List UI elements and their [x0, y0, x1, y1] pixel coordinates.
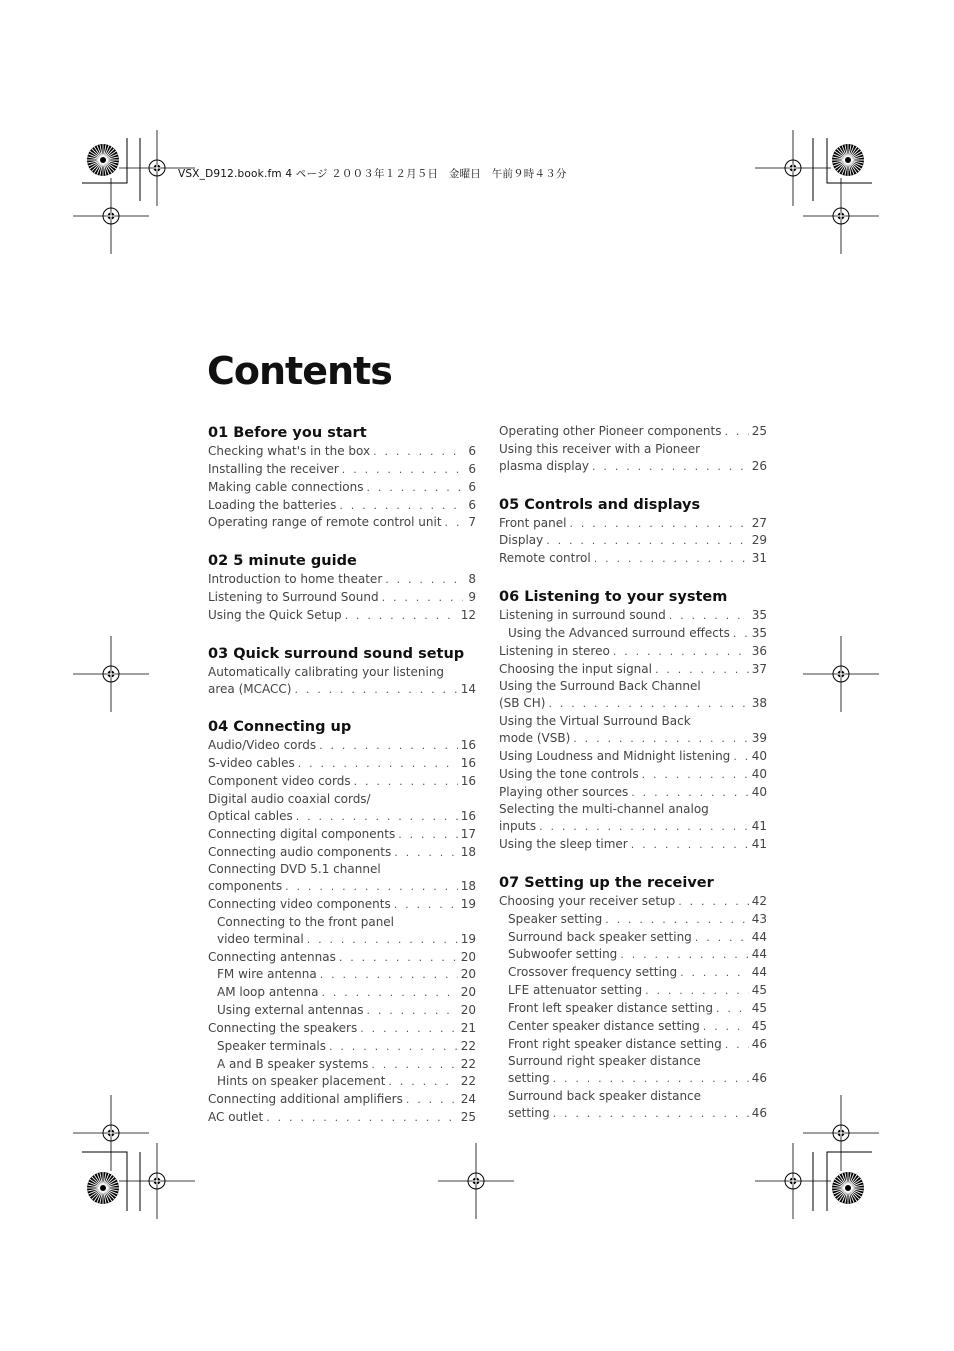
- toc-entry-text: Display: [499, 533, 544, 548]
- toc-page-number: 6: [468, 461, 476, 476]
- toc-entry-text: Connecting to the front panel: [217, 914, 395, 929]
- toc-entry-text: Front right speaker distance setting: [508, 1036, 722, 1051]
- toc-page-number: 6: [468, 497, 476, 512]
- toc-entry[interactable]: [208, 1020, 476, 1038]
- toc-entry[interactable]: [499, 929, 767, 947]
- dot-leader: [371, 1057, 457, 1074]
- toc-entry[interactable]: [208, 966, 476, 984]
- toc-entry-text: Listening to Surround Sound: [208, 590, 379, 605]
- dot-leader: [339, 950, 458, 967]
- toc-page-number: 38: [751, 696, 767, 711]
- toc-entry[interactable]: [208, 479, 476, 497]
- toc-entry[interactable]: [499, 1088, 767, 1123]
- toc-entry[interactable]: [208, 589, 476, 607]
- toc-page-number: 41: [751, 819, 767, 834]
- toc-page-number: 7: [468, 515, 476, 530]
- toc-page-number: 24: [460, 1092, 476, 1107]
- toc-entry-text: Connecting digital components: [208, 826, 396, 841]
- toc-entry[interactable]: [499, 893, 767, 911]
- dot-leader: [307, 932, 458, 949]
- toc-entry-text: AC outlet: [208, 1110, 264, 1125]
- dot-leader: [321, 985, 457, 1002]
- toc-page-number: 37: [751, 661, 767, 676]
- toc-entry[interactable]: [499, 550, 767, 568]
- page-title: Contents: [207, 349, 392, 393]
- dot-leader: [678, 894, 748, 911]
- section-title: 07 Setting up the receiver: [499, 874, 714, 891]
- toc-page-number: 25: [460, 1110, 476, 1125]
- dot-leader: [266, 1110, 457, 1127]
- dot-leader: [605, 912, 748, 929]
- toc-entry[interactable]: [499, 661, 767, 679]
- toc-entry[interactable]: [499, 982, 767, 1000]
- section-title: 04 Connecting up: [208, 719, 352, 736]
- dot-leader: [620, 947, 748, 964]
- toc-entry-text: Surround right speaker distance: [508, 1054, 701, 1069]
- toc-page-number: 45: [751, 1018, 767, 1033]
- toc-page-number: 25: [751, 424, 767, 438]
- toc-section: [208, 551, 476, 625]
- toc-entry-text: Center speaker distance setting: [508, 1018, 700, 1033]
- toc-entry[interactable]: [208, 737, 476, 755]
- dot-leader: [733, 749, 748, 766]
- toc-entry-text: Installing the receiver: [208, 461, 339, 476]
- toc-page-number: 6: [468, 479, 476, 494]
- toc-entry-text: Using Loudness and Midnight listening: [499, 748, 731, 763]
- toc-page-number: 45: [751, 1000, 767, 1015]
- toc-entry[interactable]: [208, 1091, 476, 1109]
- dot-leader: [546, 533, 748, 550]
- dot-leader: [339, 498, 463, 515]
- dot-leader: [725, 1037, 749, 1054]
- dot-leader: [342, 462, 463, 479]
- toc-entry-text: Speaker terminals: [217, 1038, 327, 1053]
- toc-page-number: 41: [751, 837, 767, 852]
- toc-entry-text: FM wire antenna: [217, 967, 317, 982]
- toc-entry[interactable]: [208, 1038, 476, 1056]
- toc-section: [499, 423, 767, 476]
- toc-entry-text: setting: [508, 1071, 550, 1086]
- toc-entry[interactable]: [208, 755, 476, 773]
- toc-entry-text: Speaker setting: [508, 911, 603, 926]
- dot-leader: [680, 965, 749, 982]
- dot-leader: [573, 731, 748, 748]
- toc-entry[interactable]: [499, 766, 767, 784]
- dot-leader: [695, 930, 749, 947]
- toc-entry-text: Front left speaker distance setting: [508, 1000, 713, 1015]
- toc-entry[interactable]: [208, 861, 476, 896]
- toc-entry[interactable]: [208, 791, 476, 826]
- dot-leader: [388, 1074, 457, 1091]
- toc-entry[interactable]: [499, 643, 767, 661]
- dot-leader: [553, 1106, 749, 1123]
- toc-entry[interactable]: [208, 914, 476, 949]
- toc-entry-text: Component video cords: [208, 774, 351, 789]
- toc-entry-text: Surround back speaker distance: [508, 1089, 702, 1104]
- toc-page-number: 46: [751, 1106, 767, 1120]
- dot-leader: [285, 879, 458, 896]
- toc-page-number: 17: [460, 826, 476, 841]
- toc-entry[interactable]: [499, 946, 767, 964]
- dot-leader: [725, 424, 749, 441]
- toc-entry-text: Digital audio coaxial cords/: [208, 791, 371, 806]
- toc-entry[interactable]: [499, 678, 767, 713]
- toc-entry[interactable]: [208, 1002, 476, 1020]
- dot-leader: [385, 572, 463, 589]
- section-title: 05 Controls and displays: [499, 496, 701, 513]
- toc-entry-text: (SB CH): [499, 696, 546, 711]
- toc-entry-text: Playing other sources: [499, 784, 629, 799]
- toc-entry[interactable]: [208, 443, 476, 461]
- toc-page-number: 22: [460, 1074, 476, 1089]
- dot-leader: [360, 1021, 458, 1038]
- toc-entry[interactable]: [208, 664, 476, 699]
- dot-leader: [631, 785, 748, 802]
- toc-entry-text: Connecting additional amplifiers: [208, 1092, 403, 1107]
- dot-leader: [669, 608, 749, 625]
- toc-page-number: 35: [751, 625, 767, 640]
- section-title: 02 5 minute guide: [208, 553, 357, 570]
- toc-entry-text: components: [208, 879, 283, 894]
- toc-entry-text: Listening in stereo: [499, 643, 610, 658]
- toc-entry-text: Using the tone controls: [499, 766, 639, 781]
- toc-entry-text: Making cable connections: [208, 479, 364, 494]
- toc-entry[interactable]: [499, 1036, 767, 1054]
- toc-entry[interactable]: [208, 1073, 476, 1091]
- toc-section: [208, 644, 476, 699]
- toc-entry[interactable]: [499, 748, 767, 766]
- toc-entry[interactable]: [208, 984, 476, 1002]
- toc-page-number: 46: [751, 1071, 767, 1086]
- toc-page-number: 16: [460, 774, 476, 789]
- toc-page-number: 19: [460, 931, 476, 946]
- toc-page-number: 40: [751, 748, 767, 763]
- toc-page-number: 40: [751, 766, 767, 781]
- toc-entry-text: Audio/Video cords: [208, 738, 317, 753]
- dot-leader: [592, 459, 749, 476]
- dot-leader: [319, 738, 458, 755]
- toc-section: [499, 495, 767, 569]
- toc-page-number: 45: [751, 983, 767, 998]
- toc-entry-text: Operating other Pioneer components: [499, 424, 722, 438]
- toc-entry-text: Automatically calibrating your listening: [208, 664, 445, 679]
- toc-entry-text: Using the sleep timer: [499, 837, 628, 852]
- dot-leader: [445, 515, 463, 532]
- toc-entry-text: Operating range of remote control unit: [208, 515, 442, 530]
- toc-entry-text: Subwoofer setting: [508, 947, 618, 962]
- toc-entry-text: A and B speaker systems: [217, 1056, 369, 1071]
- toc-entry-text: Loading the batteries: [208, 497, 337, 512]
- toc-page-number: 22: [460, 1038, 476, 1053]
- toc-entry[interactable]: [208, 461, 476, 479]
- toc-entry-text: area (MCACC): [208, 681, 292, 696]
- toc-entry[interactable]: [499, 836, 767, 854]
- toc-entry-text: mode (VSB): [499, 730, 571, 745]
- dot-leader: [406, 1092, 458, 1109]
- toc-page-number: 20: [460, 967, 476, 982]
- toc-entry-text: Connecting video components: [208, 897, 391, 912]
- toc-entry[interactable]: [208, 844, 476, 862]
- dot-leader: [366, 1003, 457, 1020]
- dot-leader: [394, 897, 458, 914]
- toc-entry[interactable]: [499, 964, 767, 982]
- toc-entry[interactable]: [499, 1053, 767, 1088]
- toc-entry-text: Hints on speaker placement: [217, 1074, 386, 1089]
- toc-entry[interactable]: [499, 423, 767, 441]
- toc-page-number: 16: [460, 738, 476, 753]
- toc-entry-text: Remote control: [499, 551, 591, 566]
- toc-entry[interactable]: [499, 441, 767, 476]
- toc-entry-text: Connecting audio components: [208, 844, 392, 859]
- toc-page-number: 20: [460, 949, 476, 964]
- dot-leader: [594, 551, 749, 568]
- dot-leader: [645, 983, 749, 1000]
- toc-page-number: 9: [468, 590, 476, 605]
- toc-entry-text: plasma display: [499, 458, 590, 473]
- toc-entry[interactable]: [499, 607, 767, 625]
- dot-leader: [394, 845, 458, 862]
- dot-leader: [367, 480, 464, 497]
- dot-leader: [716, 1001, 749, 1018]
- dot-leader: [398, 827, 457, 844]
- toc-section: [208, 717, 476, 1127]
- dot-leader: [655, 662, 749, 679]
- dot-leader: [569, 516, 748, 533]
- toc-page-number: 18: [460, 844, 476, 859]
- toc-entry[interactable]: [499, 1018, 767, 1036]
- toc-page-number: 20: [460, 1003, 476, 1018]
- toc-page-number: 14: [460, 681, 476, 696]
- dot-leader: [539, 819, 749, 836]
- toc-entry[interactable]: [208, 1109, 476, 1127]
- section-title: 01 Before you start: [208, 425, 367, 441]
- toc-entry-text: Optical cables: [208, 808, 293, 823]
- toc-section: [499, 587, 767, 854]
- dot-leader: [294, 682, 457, 699]
- toc-page-number: 12: [460, 607, 476, 622]
- toc-entry-text: Connecting antennas: [208, 949, 336, 964]
- toc-page-number: 22: [460, 1056, 476, 1071]
- dot-leader: [298, 756, 458, 773]
- toc-entry-text: Using the Virtual Surround Back: [499, 714, 691, 729]
- toc-entry[interactable]: [208, 949, 476, 967]
- toc-entry-text: S-video cables: [208, 756, 295, 771]
- toc-entry-text: AM loop antenna: [217, 985, 319, 1000]
- toc-entry-text: Checking what's in the box: [208, 444, 371, 458]
- dot-leader: [296, 809, 458, 826]
- toc-entry-text: Using the Quick Setup: [208, 607, 342, 622]
- toc-page-number: 31: [751, 551, 767, 566]
- dot-leader: [320, 967, 458, 984]
- toc-page-number: 39: [751, 730, 767, 745]
- toc-entry-text: video terminal: [217, 931, 304, 946]
- toc-page-number: 16: [460, 756, 476, 771]
- print-info-header: VSX_D912.book.fm 4 ページ ２００３年１２月５日 金曜日 午前９時４３分: [178, 168, 567, 180]
- toc-page-number: 8: [468, 572, 476, 587]
- toc-entry[interactable]: [499, 801, 767, 836]
- toc-entry-text: Listening in surround sound: [499, 608, 666, 623]
- toc-entry-text: Using external antennas: [217, 1003, 364, 1018]
- toc-section: [499, 873, 767, 1123]
- toc-page-number: 18: [460, 879, 476, 894]
- toc-entry-text: Crossover frequency setting: [508, 965, 678, 980]
- toc-page-number: 44: [751, 947, 767, 962]
- toc-entry-text: Connecting DVD 5.1 channel: [208, 862, 381, 877]
- toc-page-number: 42: [751, 893, 767, 908]
- dot-leader: [373, 444, 463, 461]
- toc-page-number: 16: [460, 808, 476, 823]
- toc-page-number: 29: [751, 533, 767, 548]
- toc-entry[interactable]: [499, 1000, 767, 1018]
- toc-entry[interactable]: [499, 784, 767, 802]
- dot-leader: [733, 626, 749, 643]
- toc-page-number: 36: [751, 643, 767, 658]
- section-title: 03 Quick surround sound setup: [208, 645, 465, 662]
- section-title: 06 Listening to your system: [499, 589, 728, 606]
- toc-entry-text: LFE attenuator setting: [508, 983, 643, 998]
- toc-page-number: 35: [751, 608, 767, 623]
- toc-entry-text: Using this receiver with a Pioneer: [499, 441, 701, 456]
- toc-entry-text: Introduction to home theater: [208, 572, 383, 587]
- dot-leader: [382, 590, 463, 607]
- toc-column-right: [499, 423, 767, 1142]
- toc-entry-text: Choosing the input signal: [499, 661, 652, 676]
- toc-entry[interactable]: [499, 532, 767, 550]
- toc-entry[interactable]: [499, 515, 767, 533]
- toc-entry-text: Using the Advanced surround effects: [508, 625, 730, 640]
- toc-page-number: 6: [468, 444, 476, 458]
- dot-leader: [354, 774, 458, 791]
- dot-leader: [613, 644, 749, 661]
- toc-page-number: 46: [751, 1036, 767, 1051]
- toc-page-number: 20: [460, 985, 476, 1000]
- toc-entry[interactable]: [208, 607, 476, 625]
- dot-leader: [345, 608, 458, 625]
- toc-column-left: [208, 423, 476, 1146]
- dot-leader: [642, 767, 749, 784]
- toc-section: [208, 423, 476, 532]
- dot-leader: [553, 1071, 749, 1088]
- toc-page-number: 44: [751, 929, 767, 944]
- toc-entry-text: Connecting the speakers: [208, 1020, 358, 1035]
- toc-entry[interactable]: [208, 896, 476, 914]
- toc-page-number: 44: [751, 965, 767, 980]
- toc-entry[interactable]: [499, 713, 767, 748]
- toc-entry-text: Surround back speaker setting: [508, 929, 692, 944]
- toc-entry[interactable]: [499, 911, 767, 929]
- toc-entry-text: Choosing your receiver setup: [499, 893, 676, 908]
- dot-leader: [631, 837, 749, 854]
- toc-page-number: 19: [460, 897, 476, 912]
- toc-entry-text: Selecting the multi-channel analog: [499, 802, 709, 817]
- dot-leader: [548, 696, 748, 713]
- toc-entry-text: Front panel: [499, 515, 567, 530]
- dot-leader: [329, 1039, 458, 1056]
- toc-page-number: 40: [751, 784, 767, 799]
- toc-entry[interactable]: [208, 1056, 476, 1074]
- toc-page-number: 26: [751, 458, 767, 473]
- toc-entry[interactable]: [208, 571, 476, 589]
- toc-page-number: 43: [751, 911, 767, 926]
- dot-leader: [703, 1019, 749, 1036]
- toc-entry-text: inputs: [499, 819, 537, 834]
- toc-entry[interactable]: [208, 826, 476, 844]
- toc-page-number: 21: [460, 1020, 476, 1035]
- toc-entry[interactable]: [208, 497, 476, 515]
- toc-entry[interactable]: [208, 514, 476, 532]
- toc-entry-text: setting: [508, 1106, 550, 1120]
- toc-entry[interactable]: [499, 625, 767, 643]
- toc-entry[interactable]: [208, 773, 476, 791]
- toc-page-number: 27: [751, 515, 767, 530]
- toc-entry-text: Using the Surround Back Channel: [499, 679, 701, 694]
